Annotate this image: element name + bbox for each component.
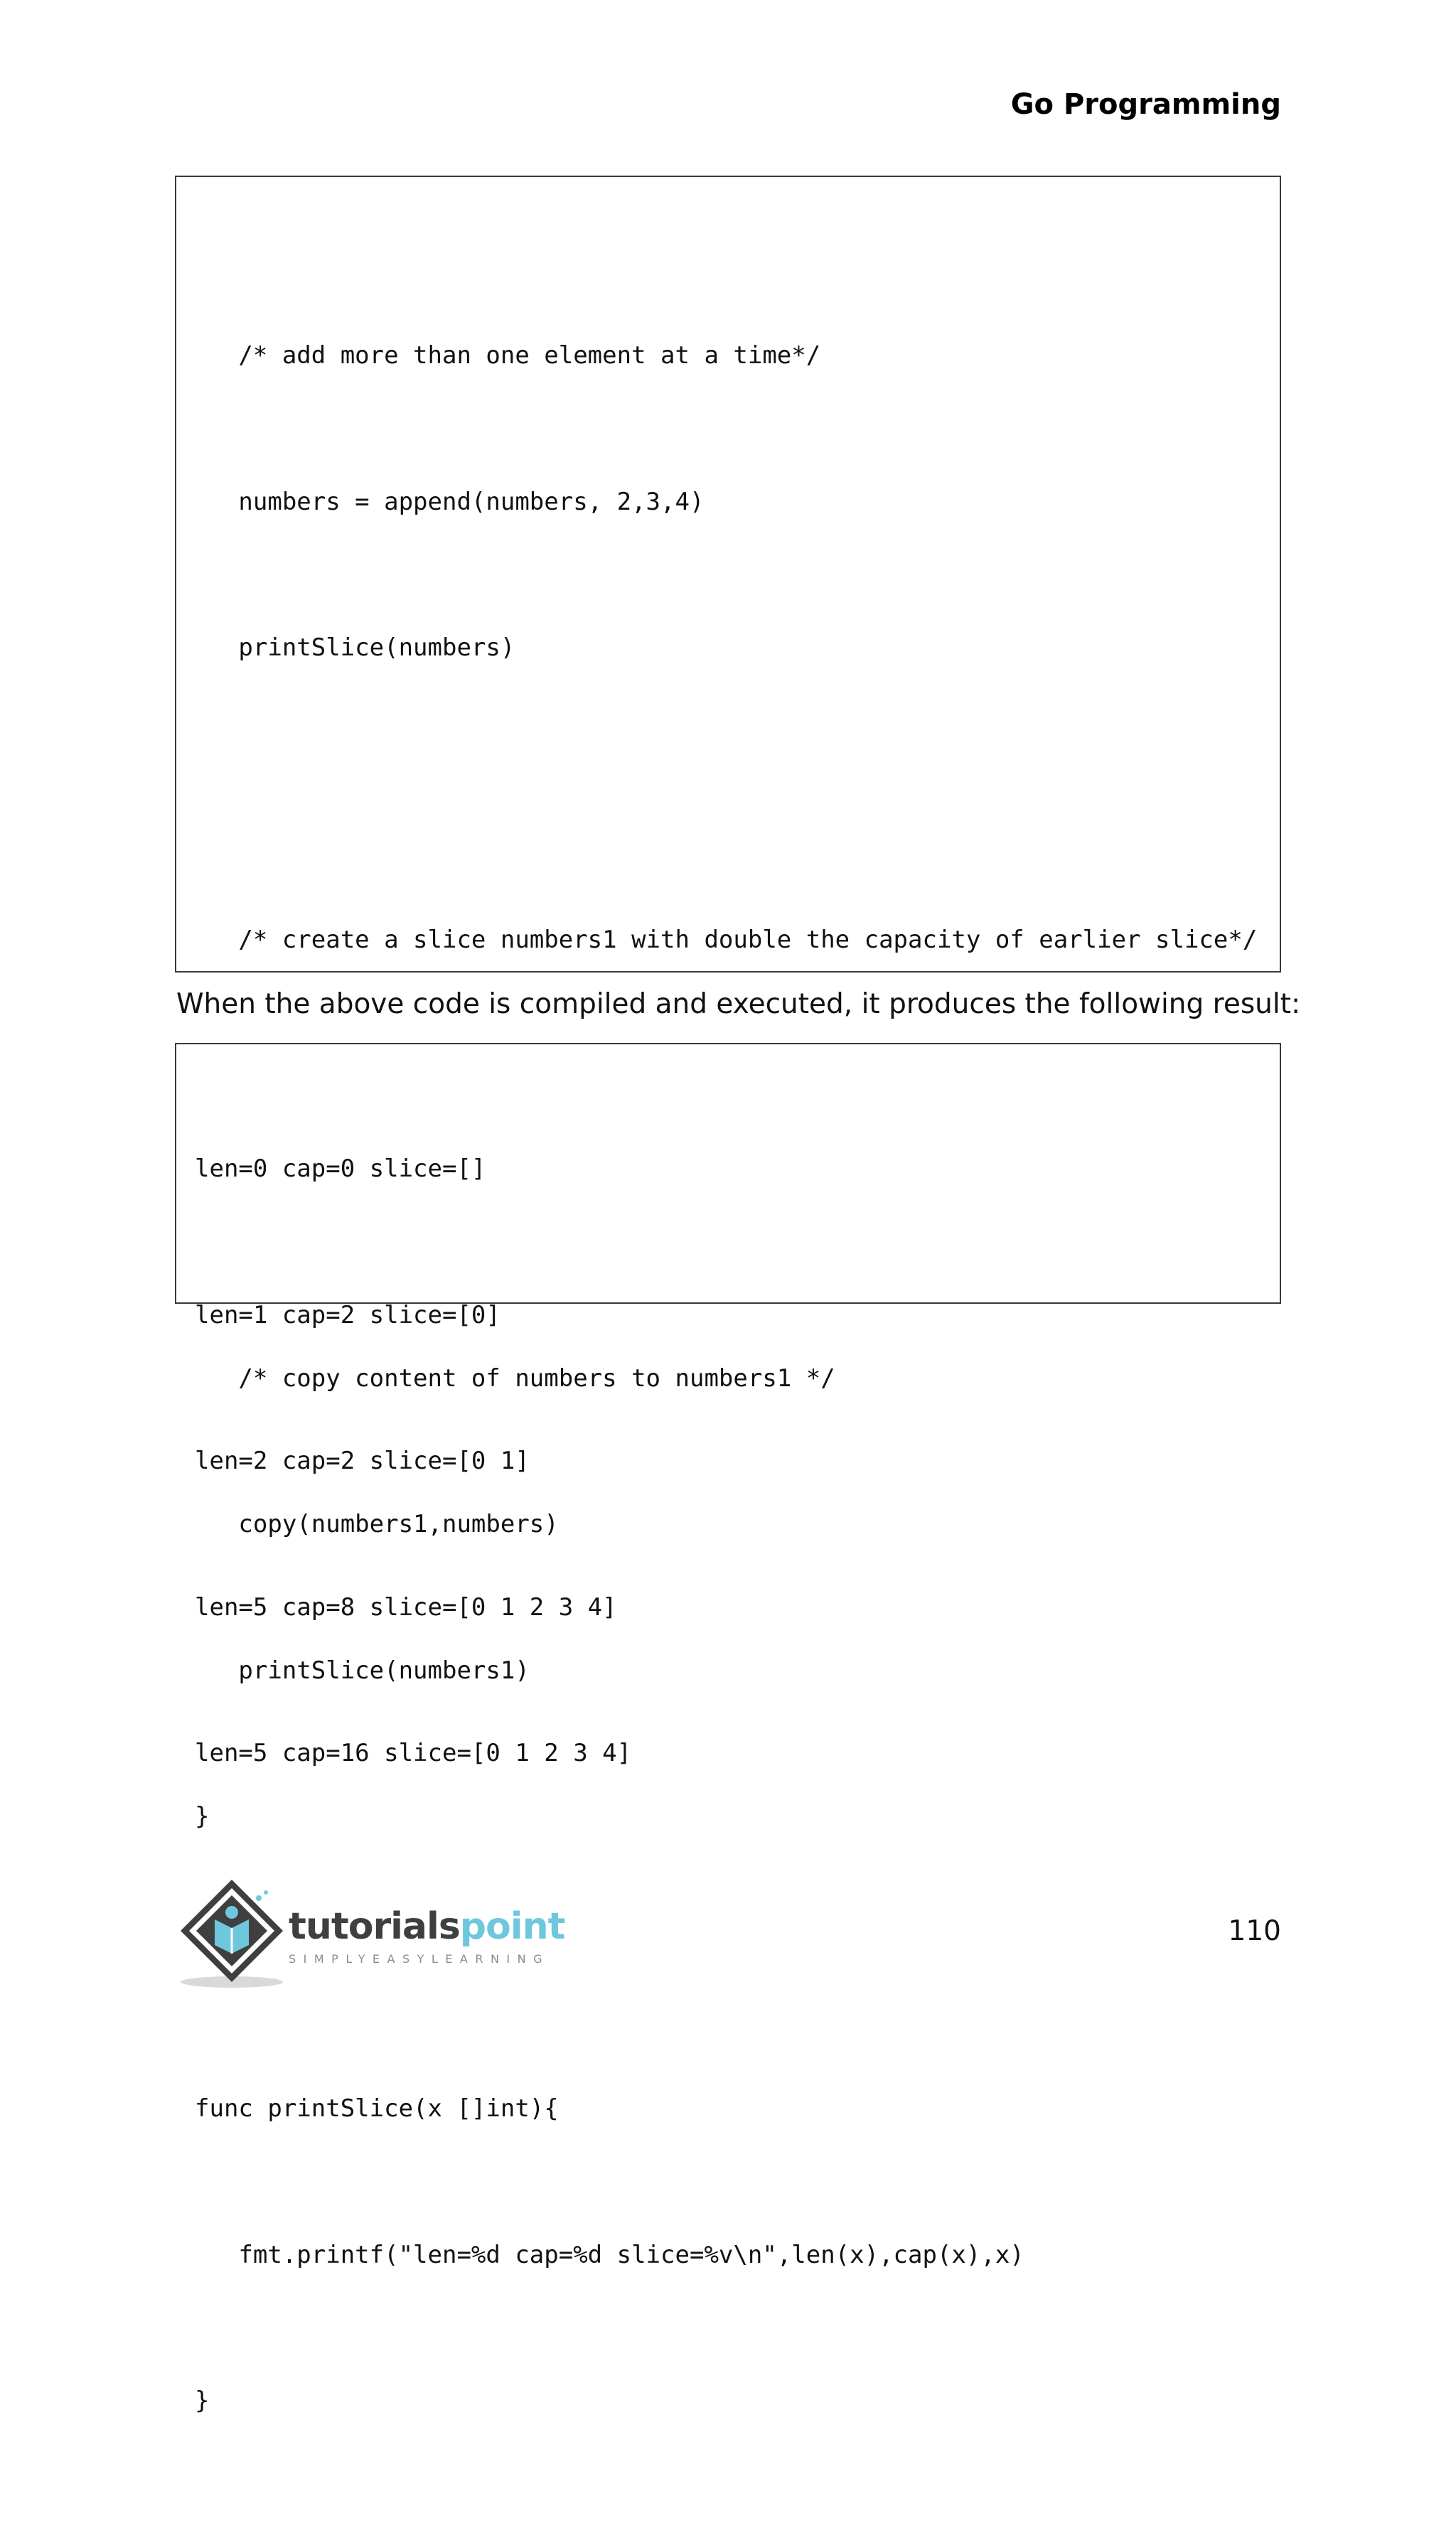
logo-wordmark	[289, 1905, 564, 1948]
logo-text-point: point	[459, 1905, 565, 1948]
code-line: fmt.printf("len=%d cap=%d slice=%v\n",len(x),cap(x),x)	[195, 2240, 1024, 2269]
logo-text-tutorials: tutorials	[289, 1905, 460, 1948]
output-line: len=5 cap=16 slice=[0 1 2 3 4]	[195, 1739, 632, 1767]
code-line: printSlice(numbers)	[195, 633, 515, 662]
code-line	[195, 770, 1265, 819]
code-line: /* copy content of numbers to numbers1 */	[195, 1364, 835, 1393]
code-line: /* create a slice numbers1 with double the capacity of earlier slice*/	[195, 926, 1258, 954]
code-line: copy(numbers1,numbers)	[195, 1510, 559, 1538]
page-number: 110	[1228, 1915, 1281, 1947]
page-header-title: Go Programming	[1010, 88, 1281, 121]
result-intro-text: When the above code is compiled and executed, it produces the following result:	[176, 988, 1301, 1020]
code-line: }	[195, 2387, 210, 2415]
output-line: len=5 cap=8 slice=[0 1 2 3 4]	[195, 1592, 617, 1622]
tutorialspoint-logo	[175, 1877, 573, 1991]
code-line: printSlice(numbers1)	[195, 1656, 530, 1685]
logo-diamond-icon	[175, 1877, 289, 1991]
output-line: len=2 cap=2 slice=[0 1]	[195, 1447, 530, 1475]
output-line: len=1 cap=2 slice=[0]	[195, 1300, 500, 1329]
output-lines	[195, 1047, 1265, 1875]
output-line: len=0 cap=0 slice=[]	[195, 1155, 486, 1183]
code-line: numbers = append(numbers, 2,3,4)	[195, 487, 705, 516]
logo-tagline: SIMPLYEASYLEARNING	[289, 1952, 550, 1966]
code-line: }	[195, 1802, 210, 1831]
code-line: func printSlice(x []int){	[195, 2094, 559, 2123]
code-line: /* add more than one element at a time*/	[195, 341, 821, 370]
